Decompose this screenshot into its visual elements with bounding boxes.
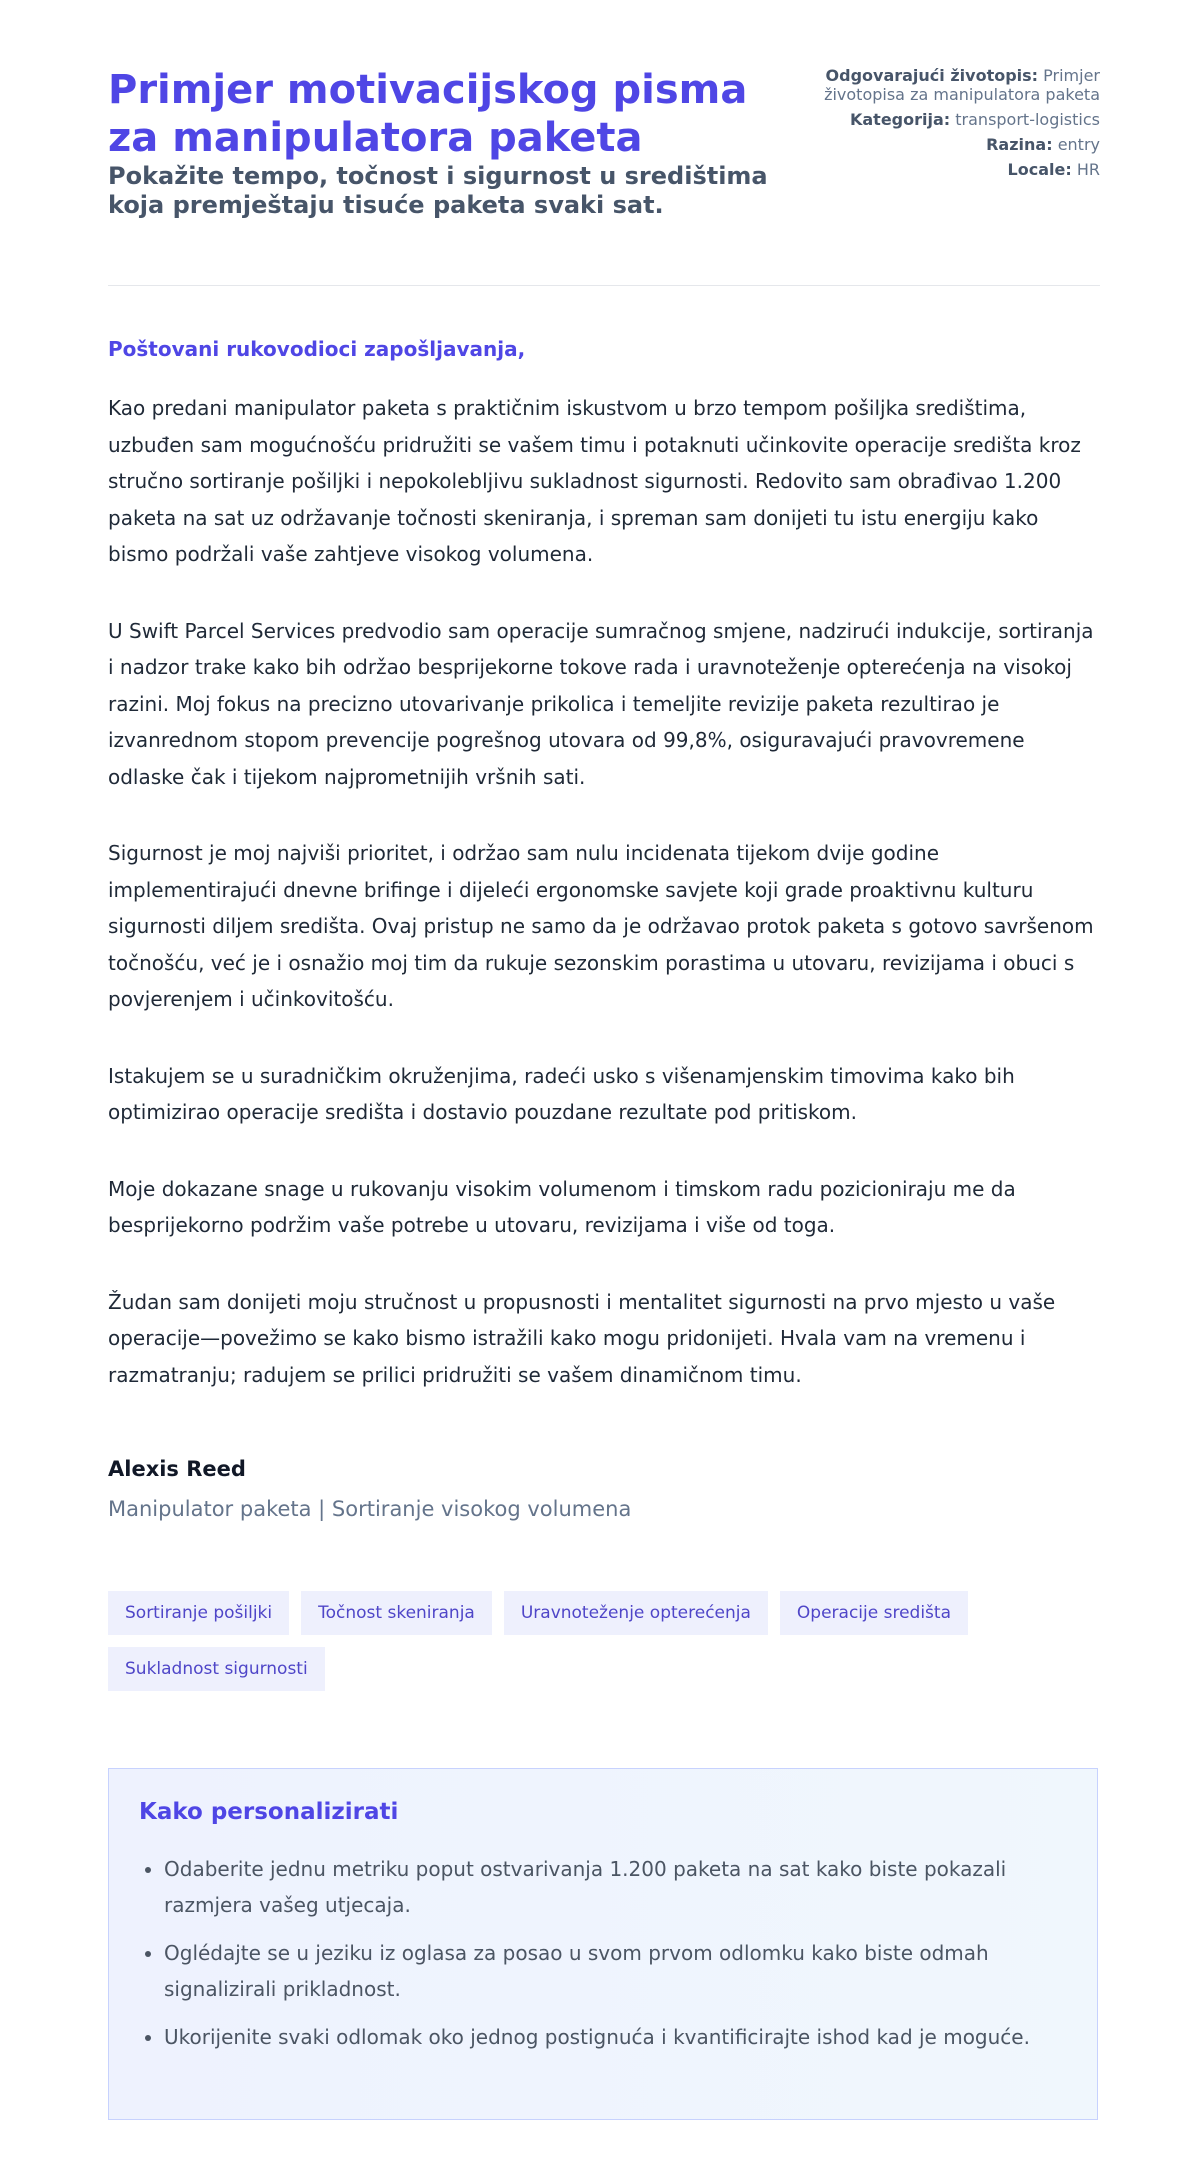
signature [108, 1454, 1100, 1524]
tip-item: • Ukorijenite svaki odlomak oko jednog postignuća i kvantificirajte ishod kad je moguće. [164, 2019, 1084, 2055]
skill-tag: Operacije središta [780, 1591, 968, 1635]
letter-paragraph: Kao predani manipulator paketa s praktičnim iskustvom u brzo tempom pošiljka središtima, uzbuđen sam mogućnošću pridružiti se vašem timu i potaknuti učinkovite operacije središta kroz stručno sortiranje pošiljki i nepokolebljivu sukladnost sigurnosti. Redovito sam obrađivao 1.200 paketa na sat uz održavanje točnosti skeniranja, i spreman sam donijeti tu istu energiju kako bismo podržali vaše zahtjeve visokog volumena. [108, 396, 1081, 566]
meta-matching-resume [780, 66, 1100, 104]
meta-value: HR [1076, 160, 1100, 179]
skill-tag: Sukladnost sigurnosti [108, 1647, 325, 1691]
letter-greeting: Poštovani rukovodioci zapošljavanja, [108, 337, 526, 361]
page-title: Primjer motivacijskog pisma za manipulatora paketa [108, 67, 748, 161]
signature-name: Alexis Reed [108, 1457, 246, 1481]
letter-paragraph: Sigurnost je moj najviši prioritet, i održao sam nulu incidenata tijekom dvije godine implementirajući dnevne brifinge i dijeleći ergonomske savjete koji grade proaktivnu kulturu sigurnosti diljem središta. Ovaj pristup ne samo da je održavao protok paketa s gotovo savršenom točnošću, već je i osnažio moj tim da rukuje sezonskim porastima u utovaru, revizijama i obuci s povjerenjem i učinkovitošću. [108, 841, 1094, 1011]
skill-tag: Točnost skeniranja [301, 1591, 492, 1635]
page-subtitle: Pokažite tempo, točnost i sigurnost u središtima koja premještaju tisuće paketa svaki sat. [108, 162, 768, 219]
meta-label: Odgovarajući životopis: [825, 66, 1039, 85]
header [108, 66, 1100, 286]
tips-list [139, 1851, 1084, 2067]
meta-value: transport-logistics [955, 110, 1100, 129]
meta-locale [780, 160, 1100, 179]
meta-info [780, 66, 1100, 185]
meta-label: Locale: [1007, 160, 1072, 179]
meta-category [780, 110, 1100, 129]
letter-body [108, 390, 1100, 1433]
tip-item: • Odaberite jednu metriku poput ostvarivanja 1.200 paketa na sat kako biste pokazali razmjera vašeg utjecaja. [164, 1851, 1084, 1923]
letter-paragraph: U Swift Parcel Services predvodio sam operacije sumračnog smjene, nadzirući indukcije, sortiranja i nadzor trake kako bih održao besprijekorne tokove rada i uravnoteženje opterećenja na visokoj razini. Moj fokus na precizno utovarivanje prikolica i temeljite revizije paketa rezultirao je izvanrednom stopom prevencije pogrešnog utovara od 99,8%, osiguravajući pravovremene odlaske čak i tijekom najprometnijih vršnih sati. [108, 618, 1094, 789]
meta-level [780, 135, 1100, 154]
header-divider [108, 285, 1100, 286]
letter-paragraph: Moje dokazane snage u rukovanju visokim volumenom i timskom radu pozicioniraju me da besprijekorno podržim vaše potrebe u utovaru, revizijama i više od toga. [108, 1176, 1016, 1237]
tip-item: • Oglédajte se u jeziku iz oglasa za posao u svom prvom odlomku kako biste odmah signalizirali prikladnost. [164, 1935, 1084, 2007]
letter-paragraph: Žudan sam donijeti moju stručnost u propusnosti i mentalitet sigurnosti na prvo mjesto u vaše operacije—povežimo se kako bismo istražili kako mogu pridonijeti. Hvala vam na vremenu i razmatranju; radujem se prilici pridružiti se vašem dinamičnom timu. [108, 1289, 1056, 1387]
meta-label: Kategorija: [849, 110, 951, 129]
skill-tags [108, 1591, 1100, 1691]
skill-tag: Sortiranje pošiljki [108, 1591, 289, 1635]
skill-tag: Uravnoteženje opterećenja [504, 1591, 768, 1635]
tips-title: Kako personalizirati [139, 1799, 399, 1825]
personalize-tips-box [108, 1768, 1098, 2120]
meta-label: Razina: [986, 135, 1053, 154]
letter-paragraph: Istakujem se u suradničkim okruženjima, radeći usko s višenamjenskim timovima kako bih optimizirao operacije središta i dostavio pouzdane rezultate pod pritiskom. [108, 1063, 1015, 1124]
meta-value: entry [1057, 135, 1100, 154]
signature-title: Manipulator paketa | Sortiranje visokog volumena [108, 1497, 632, 1521]
meta-value: Primjer životopisa za manipulatora paketa [824, 66, 1100, 104]
